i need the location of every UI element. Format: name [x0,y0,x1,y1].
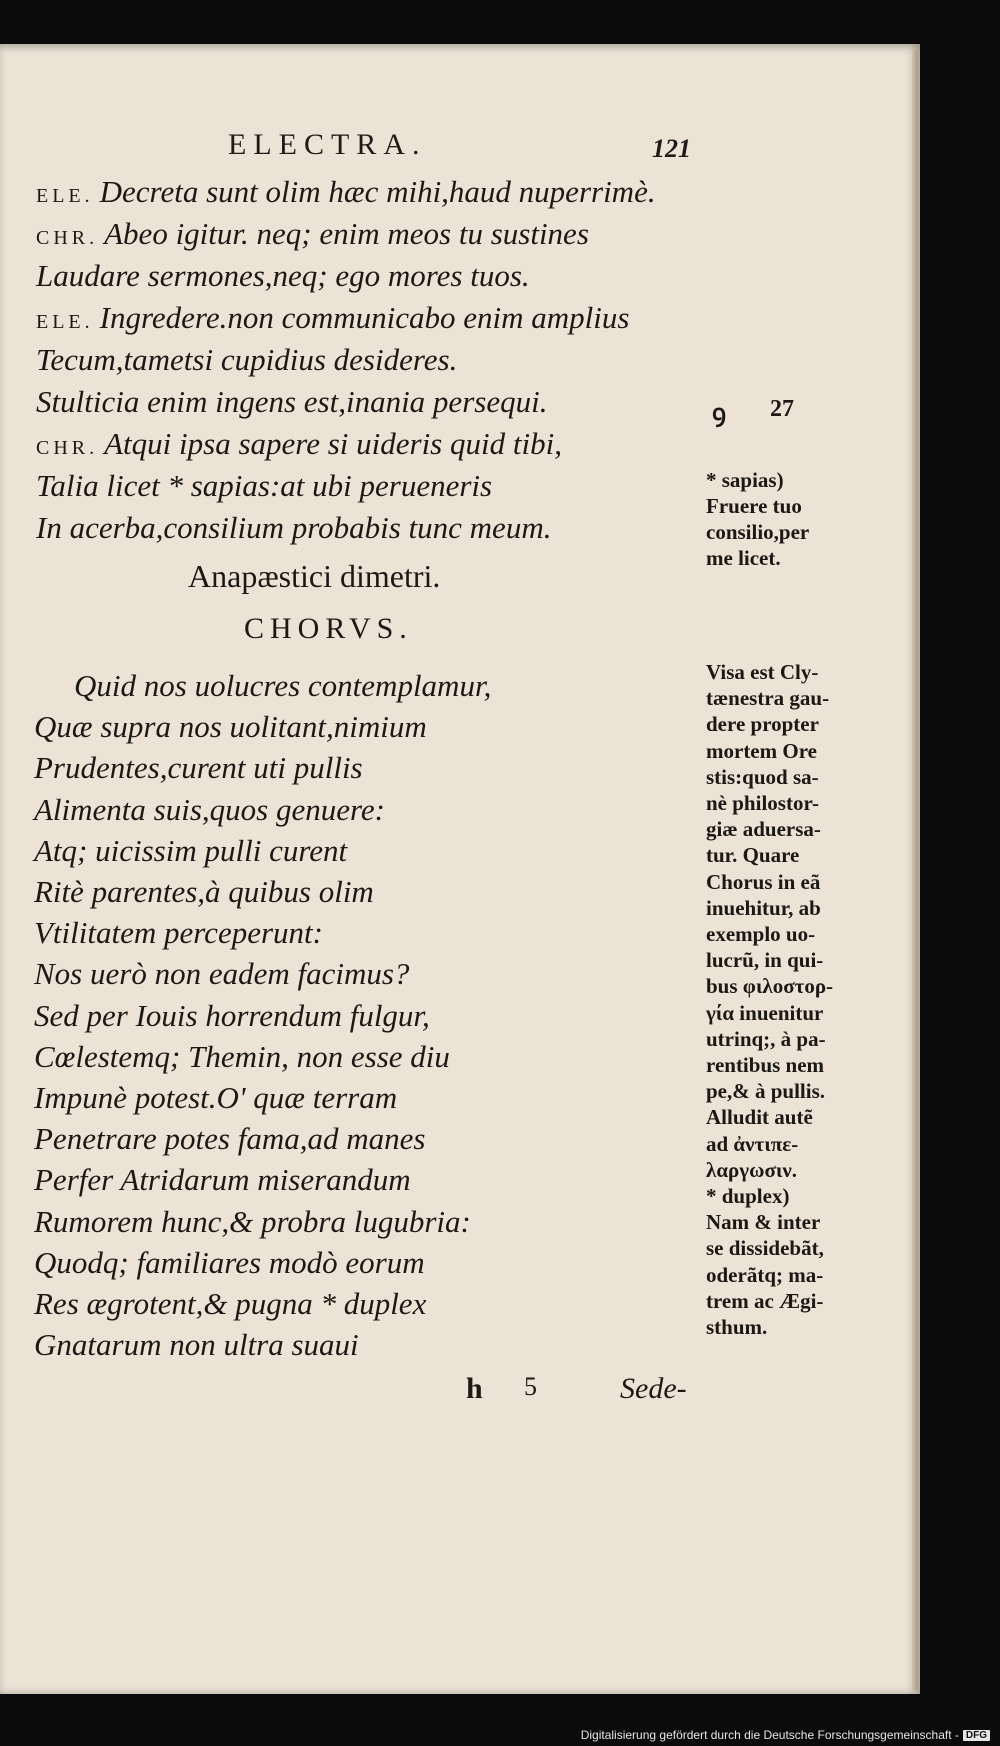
margin-note-line: tur. Quare [706,843,800,867]
dialogue-line [36,466,492,506]
margin-note-line: bus φιλοστορ- [706,974,834,998]
chorus-line: Res ægrotent,& pugna * duplex [34,1286,427,1321]
chorus-line: Gnatarum non ultra suaui [34,1327,359,1362]
page-edge [912,50,918,1690]
margin-note-line: Alludit autẽ [706,1105,813,1129]
chorus-line: Quodq; familiares modò eorum [34,1245,425,1280]
chorus-line: Quæ supra nos uolitant,nimium [34,709,427,744]
folio-number: 121 [652,134,691,163]
dialogue-line [36,340,457,380]
speaker-label: CHR. [36,227,99,249]
margin-note-line: pe,& à pullis. [706,1079,826,1103]
dialogue-line [36,424,562,468]
margin-note-line: lucrũ, in qui- [706,948,824,972]
dialogue-line [36,172,656,216]
chorus-line: Alimenta suis,quos genuere: [34,792,385,827]
margin-note-line: sthum. [706,1315,768,1339]
margin-note-line: utrinq;, à pa- [706,1027,826,1051]
running-head: ELECTRA. [228,128,427,161]
dialogue-text: Atqui ipsa sapere si uideris quid tibi, [104,426,562,461]
chorus-line: Impunè potest.O' quæ terram [34,1080,398,1115]
margin-note-line: λαργωσιν. [706,1158,798,1182]
margin-note-line: Nam & inter [706,1210,821,1234]
speaker-label: CHR. [36,437,99,459]
catchword: Sede- [620,1372,687,1405]
dialogue-text: Stulticia enim ingens est,inania persequi. [36,384,548,419]
chorus-line: Prudentes,curent uti pullis [34,750,363,785]
chorus-line: Vtilitatem perceperunt: [34,915,323,950]
dialogue-line [36,508,551,548]
margin-note-line: se dissidebãt, [706,1236,824,1260]
signature-mark: h [466,1372,483,1405]
margin-note-line: exemplo uo- [706,922,816,946]
margin-note-line: Fruere tuo [706,494,802,518]
chorus-line: Atq; uicissim pulli curent [34,833,348,868]
margin-note-line: * duplex) [706,1184,790,1208]
margin-note-line: * sapias) [706,468,784,492]
margin-note-line: Chorus in eã [706,870,821,894]
chorus-heading: CHORVS. [244,612,413,645]
chorus-line: Sed per Iouis horrendum fulgur, [34,998,430,1033]
signature-number: 5 [524,1372,537,1401]
margin-note-line: rentibus nem [706,1053,825,1077]
speaker-label: ELE. [36,311,94,333]
chorus-line: Perfer Atridarum miserandum [34,1162,411,1197]
margin-note-line: tænestra gau- [706,686,830,710]
dialogue-line [36,298,629,342]
chorus-line: Quid nos uolucres contemplamur, [74,668,492,703]
dialogue-line [36,382,547,422]
chorus-line: Rumorem hunc,& probra lugubria: [34,1204,471,1239]
margin-note-line: mortem Ore [706,739,817,763]
dialogue-text: Decreta sunt olim hæc mihi,haud nuperrimè. [99,174,656,209]
margin-note-line: γία inuenitur [706,1001,824,1025]
margin-mark-icon: ꝯ [712,401,727,427]
margin-note-line: nè philostor- [706,791,819,815]
margin-note-line: ad ἀντιπε- [706,1132,799,1156]
margin-note-line: giæ aduersa- [706,817,821,841]
margin-note-line: Visa est Cly- [706,660,819,684]
speaker-label: ELE. [36,185,94,207]
chorus-line: Ritè parentes,à quibus olim [34,874,374,909]
margin-note-line: dere propter [706,712,819,736]
margin-line-number: 27 [770,396,794,422]
chorus-line: Penetrare potes fama,ad manes [34,1121,426,1156]
chorus-line: Cœlestemq; Themin, non esse diu [34,1039,450,1074]
margin-note-line: oderãtq; ma- [706,1263,824,1287]
margin-note-line: me licet. [706,546,781,570]
margin-note-line: stis:quod sa- [706,765,819,789]
dialogue-text: Laudare sermones,neq; ego mores tuos. [36,258,530,293]
dialogue-line [36,214,589,258]
margin-note-line: trem ac Ægi- [706,1289,824,1313]
dialogue-text: In acerba,consilium probabis tunc meum. [36,510,552,545]
chorus-line: Nos uerò non eadem facimus? [34,956,410,991]
dialogue-text: Abeo igitur. neq; enim meos tu sustines [104,216,589,251]
dialogue-text: Talia licet * sapias:at ubi perueneris [36,468,493,503]
dialogue-text: Tecum,tametsi cupidius desideres. [36,342,458,377]
dialogue-line [36,256,530,296]
credit-text: Digitalisierung gefördert durch die Deutsche Forschungsgemeinschaft - [580,1728,959,1742]
dialogue-text: Ingredere.non communicabo enim amplius [99,300,630,335]
margin-note-line: consilio,per [706,520,810,544]
meter-heading: Anapæstici dimetri. [188,558,441,594]
digitization-credit [581,1728,990,1742]
dfg-logo: DFG [963,1730,990,1741]
margin-note-line: inuehitur, ab [706,896,821,920]
